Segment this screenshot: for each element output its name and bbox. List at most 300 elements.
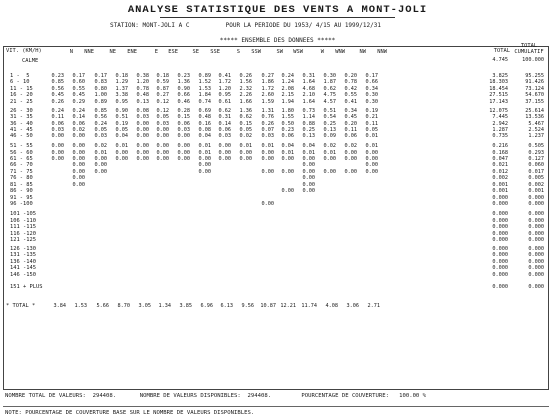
frequency-cell: 0.00 xyxy=(72,175,85,181)
frequency-cell: 0.60 xyxy=(72,79,85,85)
frequency-cell: 0.00 xyxy=(94,169,107,175)
frequency-cell: 0.00 xyxy=(72,182,85,188)
frequency-cell: 0.31 xyxy=(302,73,315,79)
frequency-cell: 0.01 xyxy=(302,150,315,156)
frequency-cell: 0.24 xyxy=(51,108,64,114)
frequency-cell: 0.09 xyxy=(323,133,336,139)
row-cumulative: 0.002 xyxy=(528,182,544,188)
frequency-cell: 0.59 xyxy=(156,79,169,85)
frequency-cell: 0.03 xyxy=(261,133,274,139)
speed-range-label: 141 -145 xyxy=(10,265,36,271)
frequency-cell: 0.48 xyxy=(136,92,149,98)
frequency-cell: 0.07 xyxy=(261,127,274,133)
frequency-cell: 1.94 xyxy=(281,99,294,105)
frequency-cell: 0.03 xyxy=(177,127,190,133)
speed-range-label: 41 - 45 xyxy=(10,127,33,133)
station-label: STATION: MONT-JOLI A C xyxy=(110,22,190,29)
direction-header-sw: SW xyxy=(276,49,283,55)
direction-header-nne: NNE xyxy=(84,49,94,55)
frequency-cell: 0.05 xyxy=(115,127,128,133)
row-total: 0.000 xyxy=(492,259,508,265)
frequency-cell: 0.62 xyxy=(218,108,231,114)
row-cumulative: 25.614 xyxy=(525,108,544,114)
frequency-cell: 0.46 xyxy=(177,99,190,105)
frequency-cell: 0.00 xyxy=(261,169,274,175)
row-cumulative: 0.000 xyxy=(528,195,544,201)
frequency-cell: 0.00 xyxy=(72,143,85,149)
frequency-cell: 0.28 xyxy=(177,108,190,114)
speed-range-label: 36 - 40 xyxy=(10,121,33,127)
frequency-cell: 0.24 xyxy=(94,121,107,127)
total-values-label: NOMBRE TOTAL DE VALEURS: xyxy=(5,393,86,399)
row-total: 0.012 xyxy=(492,169,508,175)
frequency-cell: 0.83 xyxy=(94,79,107,85)
frequency-cell: 2.26 xyxy=(239,92,252,98)
frequency-cell: 0.23 xyxy=(51,73,64,79)
row-cumulative: 0.293 xyxy=(528,150,544,156)
row-total: 0.001 xyxy=(492,188,508,194)
frequency-cell: 0.95 xyxy=(218,92,231,98)
speed-range-label: 116 -120 xyxy=(10,231,36,237)
frequency-cell: 0.00 xyxy=(72,169,85,175)
frequency-cell: 0.69 xyxy=(198,108,211,114)
frequency-cell: 0.00 xyxy=(156,156,169,162)
frequency-cell: 1.24 xyxy=(281,79,294,85)
frequency-cell: 0.00 xyxy=(365,150,378,156)
speed-range-label: 46 - 50 xyxy=(10,133,33,139)
row-cumulative: 0.505 xyxy=(528,143,544,149)
frequency-cell: 0.14 xyxy=(72,114,85,120)
frequency-cell: 0.02 xyxy=(94,143,107,149)
frequency-cell: 0.78 xyxy=(136,86,149,92)
frequency-cell: 0.00 xyxy=(136,127,149,133)
frequency-cell: 0.26 xyxy=(261,121,274,127)
row-cumulative: 0.005 xyxy=(528,175,544,181)
speed-range-label: 56 - 60 xyxy=(10,150,33,156)
frequency-cell: 1.14 xyxy=(302,114,315,120)
frequency-cell: 0.27 xyxy=(261,73,274,79)
frequency-cell: 0.20 xyxy=(344,73,357,79)
calm-label: CALME xyxy=(22,58,39,64)
row-cumulative: 0.000 xyxy=(528,246,544,252)
speed-range-label: 1 - 5 xyxy=(10,73,30,79)
frequency-cell: 0.00 xyxy=(177,133,190,139)
frequency-cell: 0.61 xyxy=(218,99,231,105)
frequency-cell: 0.34 xyxy=(344,108,357,114)
direction-header-nw: NW xyxy=(359,49,366,55)
frequency-cell: 0.00 xyxy=(344,150,357,156)
row-total: 7.445 xyxy=(492,114,508,120)
row-total: 0.047 xyxy=(492,156,508,162)
frequency-cell: 0.89 xyxy=(94,99,107,105)
frequency-cell: 0.95 xyxy=(115,99,128,105)
speed-range-label: 76 - 80 xyxy=(10,175,33,181)
frequency-cell: 0.04 xyxy=(198,133,211,139)
calm-total: 4.745 xyxy=(492,57,508,63)
row-cumulative: 0.000 xyxy=(528,211,544,217)
frequency-cell: 0.42 xyxy=(344,86,357,92)
row-cumulative: 0.000 xyxy=(528,284,544,290)
available-values-count: 294408. xyxy=(247,393,272,399)
direction-total: 6.13 xyxy=(220,303,233,309)
frequency-cell: 0.00 xyxy=(365,156,378,162)
frequency-cell: 0.03 xyxy=(136,114,149,120)
row-total: 0.000 xyxy=(492,201,508,207)
frequency-cell: 2.10 xyxy=(302,92,315,98)
direction-total: 10.87 xyxy=(260,303,276,309)
frequency-cell: 0.80 xyxy=(94,86,107,92)
row-cumulative: 91.426 xyxy=(525,79,544,85)
row-total: 27.515 xyxy=(489,92,508,98)
direction-total: 1.53 xyxy=(74,303,87,309)
frequency-cell: 0.89 xyxy=(198,73,211,79)
speed-range-label: 51 - 55 xyxy=(10,143,33,149)
frequency-cell: 0.00 xyxy=(51,156,64,162)
frequency-cell: 0.00 xyxy=(198,156,211,162)
direction-total: 2.71 xyxy=(367,303,380,309)
frequency-cell: 0.13 xyxy=(136,99,149,105)
direction-header-w: W xyxy=(320,49,324,55)
frequency-cell: 0.26 xyxy=(51,99,64,105)
frequency-cell: 0.11 xyxy=(51,114,64,120)
row-cumulative: 1.237 xyxy=(528,133,544,139)
frequency-cell: 0.00 xyxy=(261,156,274,162)
frequency-cell: 0.00 xyxy=(136,121,149,127)
frequency-cell: 0.00 xyxy=(156,127,169,133)
frequency-cell: 0.30 xyxy=(365,92,378,98)
frequency-cell: 0.00 xyxy=(94,156,107,162)
row-cumulative: 0.000 xyxy=(528,224,544,230)
row-cumulative: 2.524 xyxy=(528,127,544,133)
frequency-cell: 0.03 xyxy=(51,127,64,133)
frequency-cell: 0.56 xyxy=(94,114,107,120)
frequency-cell: 0.00 xyxy=(177,150,190,156)
frequency-cell: 0.08 xyxy=(198,127,211,133)
row-total: 0.000 xyxy=(492,211,508,217)
frequency-cell: 0.55 xyxy=(344,92,357,98)
frequency-cell: 0.45 xyxy=(344,114,357,120)
speed-range-label: 21 - 25 xyxy=(10,99,33,105)
frequency-cell: 0.00 xyxy=(239,156,252,162)
row-total: 0.168 xyxy=(492,150,508,156)
direction-header-ene: ENE xyxy=(127,49,137,55)
frequency-cell: 0.13 xyxy=(302,133,315,139)
frequency-cell: 0.04 xyxy=(281,143,294,149)
direction-header-ssw: SSW xyxy=(251,49,261,55)
frequency-cell: 3.38 xyxy=(115,92,128,98)
direction-total: 6.96 xyxy=(200,303,213,309)
frequency-cell: 0.30 xyxy=(323,73,336,79)
row-cumulative: 0.000 xyxy=(528,265,544,271)
coverage-label: POURCENTAGE DE COUVERTURE: xyxy=(301,393,389,399)
frequency-cell: 0.06 xyxy=(344,133,357,139)
frequency-cell: 0.14 xyxy=(218,121,231,127)
frequency-cell: 0.85 xyxy=(51,79,64,85)
frequency-cell: 1.37 xyxy=(115,86,128,92)
frequency-cell: 0.23 xyxy=(177,73,190,79)
frequency-cell: 0.48 xyxy=(198,114,211,120)
direction-total: 11.74 xyxy=(301,303,317,309)
row-total: 18.454 xyxy=(489,86,508,92)
total-values-count: 294408. xyxy=(92,393,117,399)
frequency-cell: 0.30 xyxy=(365,99,378,105)
row-total: 0.001 xyxy=(492,182,508,188)
total-column-header: TOTAL xyxy=(493,48,510,54)
frequency-cell: 1.20 xyxy=(218,86,231,92)
row-total: 0.000 xyxy=(492,272,508,278)
frequency-cell: 0.15 xyxy=(239,121,252,127)
frequency-cell: 0.01 xyxy=(94,150,107,156)
frequency-cell: 0.00 xyxy=(281,188,294,194)
available-values-label: NOMBRE DE VALEURS DISPONIBLES: xyxy=(139,393,241,399)
frequency-cell: 0.05 xyxy=(156,114,169,120)
speed-range-label: 131 -135 xyxy=(10,252,36,258)
direction-total: 5.66 xyxy=(96,303,109,309)
frequency-cell: 0.04 xyxy=(115,133,128,139)
frequency-cell: 1.66 xyxy=(239,99,252,105)
frequency-cell: 0.31 xyxy=(218,114,231,120)
frequency-cell: 0.11 xyxy=(365,121,378,127)
frequency-cell: 0.90 xyxy=(177,86,190,92)
direction-header-wnw: WNW xyxy=(335,49,345,55)
frequency-cell: 0.17 xyxy=(72,73,85,79)
frequency-cell: 1.36 xyxy=(239,108,252,114)
frequency-cell: 0.62 xyxy=(323,86,336,92)
frequency-cell: 0.08 xyxy=(136,108,149,114)
row-cumulative: 0.060 xyxy=(528,162,544,168)
frequency-cell: 0.01 xyxy=(323,150,336,156)
frequency-cell: 0.00 xyxy=(94,162,107,168)
direction-total: 3.05 xyxy=(138,303,151,309)
frequency-cell: 0.01 xyxy=(115,143,128,149)
direction-total: 3.06 xyxy=(346,303,359,309)
frequency-cell: 0.56 xyxy=(51,86,64,92)
frequency-cell: 0.00 xyxy=(51,143,64,149)
direction-header-ne: NE xyxy=(109,49,116,55)
frequency-cell: 0.06 xyxy=(218,127,231,133)
frequency-cell: 0.00 xyxy=(218,143,231,149)
frequency-cell: 0.00 xyxy=(177,156,190,162)
coverage-note: NOTE: POURCENTAGE DE COUVERTURE BASE SUR LE NOMBRE DE VALEURS DISPONIBLES. xyxy=(5,410,255,416)
speed-range-label: 126 -130 xyxy=(10,246,36,252)
frequency-cell: 1.56 xyxy=(239,79,252,85)
direction-total: 8.70 xyxy=(117,303,130,309)
frequency-cell: 0.38 xyxy=(136,73,149,79)
speed-range-label: 111 -115 xyxy=(10,224,36,230)
speed-range-label: 71 - 75 xyxy=(10,169,33,175)
frequency-cell: 0.02 xyxy=(323,143,336,149)
speed-range-label: 6 - 10 xyxy=(10,79,30,85)
row-cumulative: 13.536 xyxy=(525,114,544,120)
frequency-cell: 1.72 xyxy=(218,79,231,85)
row-cumulative: 0.000 xyxy=(528,259,544,265)
frequency-cell: 2.32 xyxy=(239,86,252,92)
frequency-cell: 2.15 xyxy=(281,92,294,98)
frequency-cell: 0.41 xyxy=(344,99,357,105)
frequency-cell: 0.00 xyxy=(72,133,85,139)
frequency-cell: 0.19 xyxy=(365,108,378,114)
frequency-cell: 0.51 xyxy=(323,108,336,114)
frequency-cell: 0.17 xyxy=(94,73,107,79)
speed-range-label: 146 -150 xyxy=(10,272,36,278)
speed-range-label: 61 - 65 xyxy=(10,156,33,162)
row-cumulative: 54.670 xyxy=(525,92,544,98)
frequency-cell: 1.00 xyxy=(94,92,107,98)
frequency-cell: 0.19 xyxy=(115,121,128,127)
frequency-cell: 0.25 xyxy=(323,121,336,127)
row-total: 0.000 xyxy=(492,231,508,237)
frequency-cell: 1.29 xyxy=(115,79,128,85)
row-cumulative: 73.124 xyxy=(525,86,544,92)
frequency-cell: 0.26 xyxy=(239,73,252,79)
row-total: 12.075 xyxy=(489,108,508,114)
frequency-cell: 1.20 xyxy=(136,79,149,85)
calm-cumulative: 100.000 xyxy=(522,57,544,63)
frequency-cell: 0.05 xyxy=(365,127,378,133)
row-cumulative: 0.127 xyxy=(528,156,544,162)
row-total: 0.000 xyxy=(492,265,508,271)
frequency-cell: 0.51 xyxy=(115,114,128,120)
row-total: 0.000 xyxy=(492,284,508,290)
frequency-cell: 0.04 xyxy=(302,143,315,149)
frequency-cell: 0.00 xyxy=(344,169,357,175)
row-total: 0.021 xyxy=(492,162,508,168)
frequency-cell: 0.12 xyxy=(156,99,169,105)
row-cumulative: 0.000 xyxy=(528,201,544,207)
frequency-cell: 0.13 xyxy=(323,127,336,133)
direction-header-se: SE xyxy=(192,49,199,55)
direction-total: 12.21 xyxy=(280,303,296,309)
frequency-cell: 0.00 xyxy=(51,150,64,156)
speed-range-label: 26 - 30 xyxy=(10,108,33,114)
frequency-cell: 0.00 xyxy=(281,169,294,175)
frequency-cell: 0.00 xyxy=(302,162,315,168)
frequency-cell: 0.15 xyxy=(177,114,190,120)
frequency-cell: 0.02 xyxy=(239,133,252,139)
frequency-cell: 0.76 xyxy=(261,114,274,120)
frequency-cell: 0.34 xyxy=(365,86,378,92)
frequency-cell: 0.78 xyxy=(344,79,357,85)
speed-range-label: 151 + PLUS xyxy=(10,284,43,290)
frequency-cell: 0.50 xyxy=(281,121,294,127)
frequency-cell: 4.57 xyxy=(323,99,336,105)
frequency-cell: 4.68 xyxy=(302,86,315,92)
frequency-cell: 0.03 xyxy=(218,133,231,139)
row-total: 0.000 xyxy=(492,237,508,243)
frequency-cell: 0.03 xyxy=(94,133,107,139)
frequency-cell: 1.53 xyxy=(198,86,211,92)
frequency-cell: 4.75 xyxy=(323,92,336,98)
frequency-cell: 0.00 xyxy=(261,150,274,156)
row-cumulative: 95.255 xyxy=(525,73,544,79)
frequency-cell: 0.05 xyxy=(239,127,252,133)
frequency-cell: 0.54 xyxy=(323,114,336,120)
direction-header-n: N xyxy=(69,49,73,55)
frequency-cell: 0.00 xyxy=(281,156,294,162)
direction-header-ese: ESE xyxy=(168,49,178,55)
frequency-cell: 0.01 xyxy=(365,133,378,139)
direction-total: 9.56 xyxy=(241,303,254,309)
frequency-cell: 0.00 xyxy=(323,156,336,162)
frequency-cell: 0.00 xyxy=(344,156,357,162)
row-cumulative: 0.000 xyxy=(528,231,544,237)
frequency-cell: 1.55 xyxy=(281,114,294,120)
row-total: 0.000 xyxy=(492,252,508,258)
row-total: 0.002 xyxy=(492,175,508,181)
frequency-cell: 0.00 xyxy=(156,150,169,156)
frequency-cell: 0.00 xyxy=(218,150,231,156)
frequency-cell: 0.00 xyxy=(115,150,128,156)
speed-range-label: 91 - 95 xyxy=(10,195,33,201)
frequency-cell: 0.00 xyxy=(136,143,149,149)
frequency-cell: 0.00 xyxy=(198,169,211,175)
frequency-cell: 0.85 xyxy=(94,108,107,114)
frequency-cell: 0.00 xyxy=(365,162,378,168)
frequency-cell: 0.27 xyxy=(156,92,169,98)
frequency-cell: 0.62 xyxy=(239,114,252,120)
frequency-cell: 0.66 xyxy=(365,79,378,85)
frequency-cell: 0.00 xyxy=(177,143,190,149)
direction-total: 1.34 xyxy=(158,303,171,309)
frequency-cell: 0.00 xyxy=(72,162,85,168)
frequency-cell: 1.36 xyxy=(177,79,190,85)
frequency-cell: 0.00 xyxy=(115,156,128,162)
frequency-cell: 0.06 xyxy=(281,133,294,139)
cumul-column-header-line1: TOTAL xyxy=(520,43,538,49)
frequency-cell: 0.00 xyxy=(51,133,64,139)
report-subtitle: ***** ENSEMBLE DES DONNEES ***** xyxy=(219,37,336,44)
direction-header-sse: SSE xyxy=(210,49,220,55)
row-total: 0.735 xyxy=(492,133,508,139)
frequency-cell: 1.80 xyxy=(281,108,294,114)
frequency-cell: 0.73 xyxy=(302,108,315,114)
total-row-label: * TOTAL * xyxy=(6,303,36,309)
direction-total: 4.08 xyxy=(325,303,338,309)
speed-range-label: 66 - 70 xyxy=(10,162,33,168)
period-label: POUR LA PERIODE DU 1953/ 4/15 AU 1999/12/31 xyxy=(225,22,381,29)
speed-range-label: 101 -105 xyxy=(10,211,36,217)
frequency-cell: 0.00 xyxy=(198,162,211,168)
frequency-cell: 0.02 xyxy=(344,143,357,149)
frequency-cell: 0.00 xyxy=(302,175,315,181)
speed-column-header: VIT. (KM/H) xyxy=(6,48,42,54)
row-total: 0.000 xyxy=(492,218,508,224)
frequency-cell: 0.06 xyxy=(177,121,190,127)
direction-total: 3.85 xyxy=(179,303,192,309)
footer-line xyxy=(5,393,426,399)
frequency-cell: 0.00 xyxy=(261,201,274,207)
bottom-rule xyxy=(3,406,549,407)
frequency-cell: 2.60 xyxy=(261,92,274,98)
frequency-cell: 0.18 xyxy=(115,73,128,79)
frequency-cell: 1.52 xyxy=(198,79,211,85)
frequency-cell: 0.00 xyxy=(323,169,336,175)
frequency-cell: 0.74 xyxy=(198,99,211,105)
frequency-cell: 0.41 xyxy=(218,73,231,79)
row-cumulative: 0.000 xyxy=(528,218,544,224)
frequency-cell: 0.05 xyxy=(94,127,107,133)
frequency-cell: 0.00 xyxy=(72,150,85,156)
direction-header-nnw: NNW xyxy=(377,49,387,55)
frequency-cell: 0.00 xyxy=(136,133,149,139)
frequency-cell: 0.11 xyxy=(344,127,357,133)
direction-total: 3.84 xyxy=(53,303,66,309)
row-total: 18.303 xyxy=(489,79,508,85)
frequency-cell: 0.90 xyxy=(115,108,128,114)
frequency-cell: 0.01 xyxy=(261,143,274,149)
frequency-cell: 0.00 xyxy=(302,156,315,162)
frequency-cell: 0.16 xyxy=(198,121,211,127)
